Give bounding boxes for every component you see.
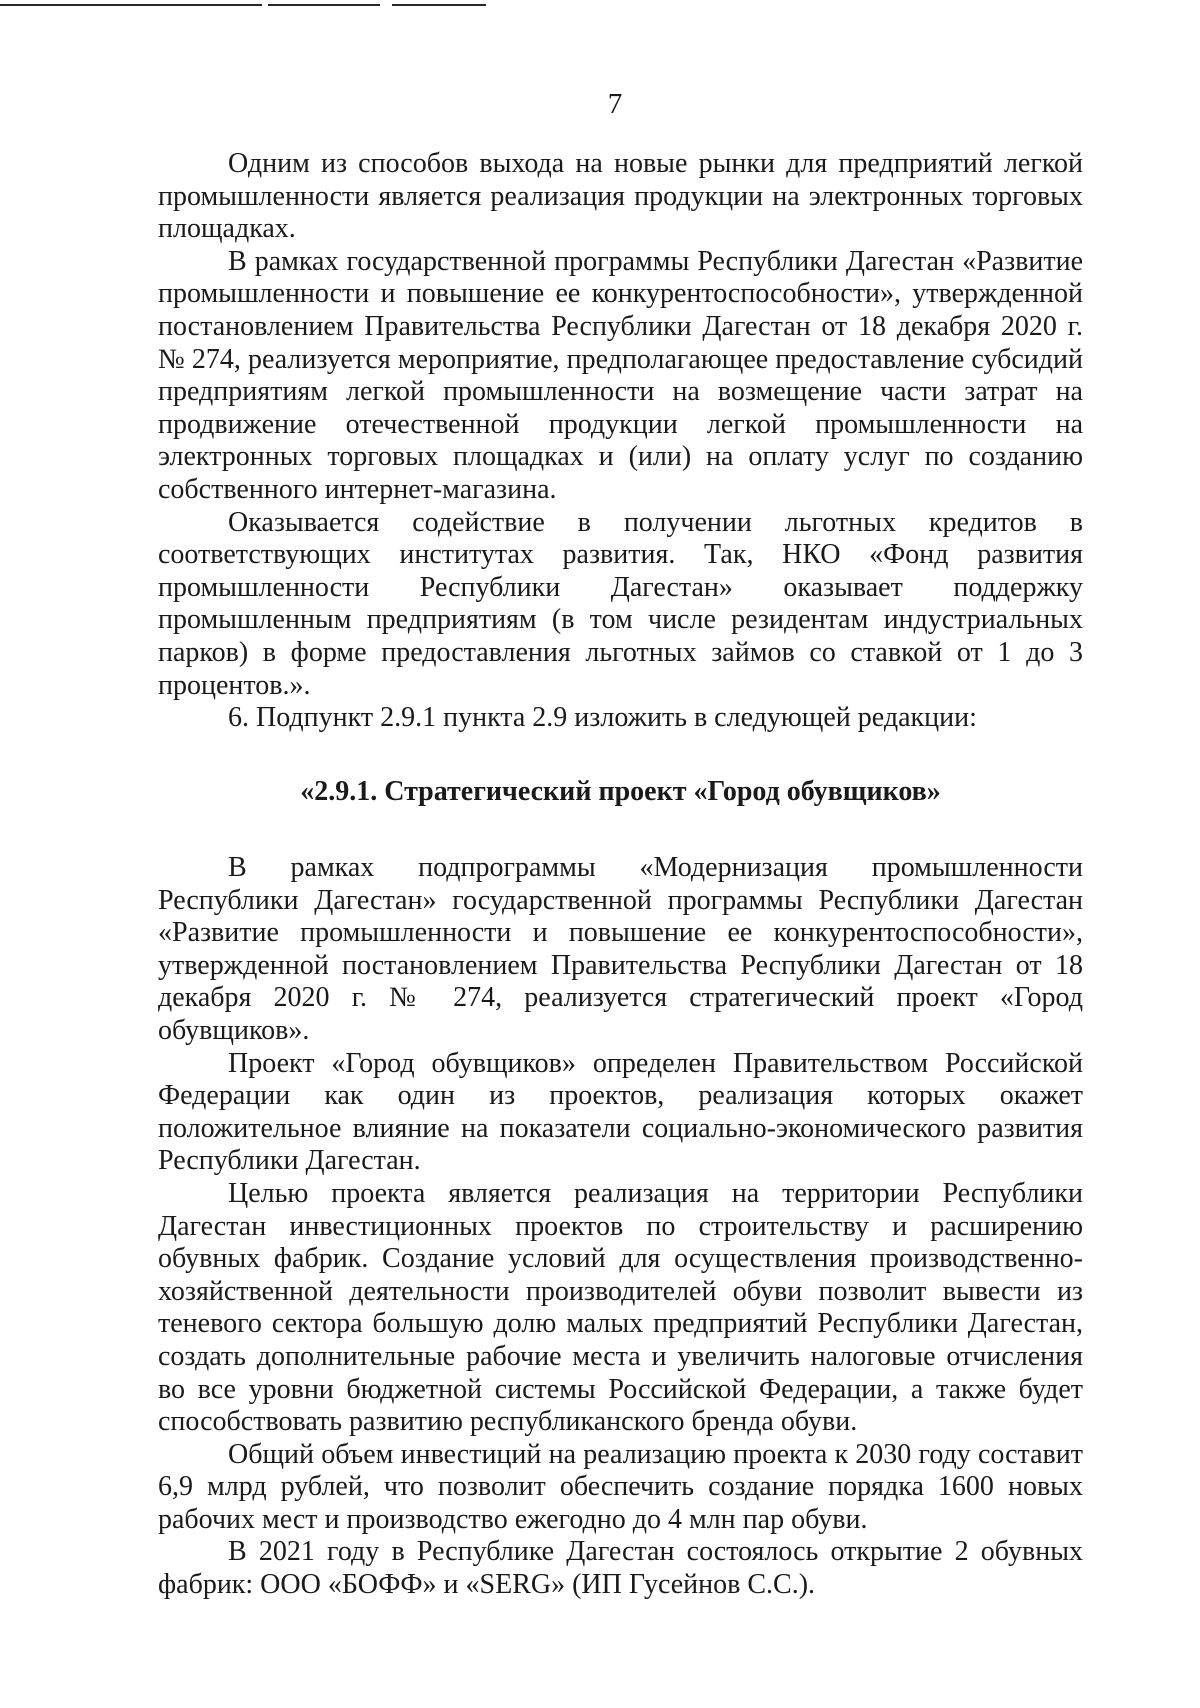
paragraph: Оказывается содействие в получении льготных кредитов в соответствующих институтах развития. Так, НКО «Фонд развития промышленности Республики Дагестан» оказывает поддержку промышленным предприятиям (в том числе резидентам индустриальных парков) в форме предоставления льготных займов со ставкой от 1 до 3 процентов.». [158,506,1083,701]
paragraph: В 2021 году в Республике Дагестан состоялось открытие 2 обувных фабрик: ООО «БОФФ» и «SERG» (ИП Гусейнов С.С.). [158,1536,1083,1601]
page-number: 7 [607,88,623,120]
scan-edge-line [268,4,380,6]
paragraph: Одним из способов выхода на новые рынки для предприятий легкой промышленности является реализация продукции на электронных торговых площадках. [158,148,1083,245]
scan-edge-line [392,4,486,6]
body-text-after-heading [158,852,1083,1602]
scan-edge-line [0,4,262,6]
section-heading: «2.9.1. Стратегический проект «Город обувщиков» [300,776,941,807]
paragraph: Проект «Город обувщиков» определен Правительством Российской Федерации как один из проектов, реализация которых окажет положительное влияние на показатели социально-экономического развития Республики Дагестан. [158,1047,1083,1177]
paragraph: Целью проекта является реализация на территории Республики Дагестан инвестиционных проектов по строительству и расширению обувных фабрик. Создание условий для осуществления производственно-хозяйственной деятельности производителей обуви позволит вывести из теневого сектора большую долю малых предприятий Республики Дагестан, создать дополнительные рабочие места и увеличить налоговые отчисления во все уровни бюджетной системы Российской Федерации, а также будет способствовать развитию республиканского бренда обуви. [158,1177,1083,1438]
body-text-before-heading [158,148,1083,735]
paragraph: В рамках подпрограммы «Модернизация промышленности Республики Дагестан» государственной программы Республики Дагестан «Развитие промышленности и повышение ее конкурентоспособности», утвержденной постановлением Правительства Республики Дагестан от 18 декабря 2020 г. № 274, реализуется стратегический проект «Город обувщиков». [158,852,1083,1046]
paragraph: Общий объем инвестиций на реализацию проекта к 2030 году составит 6,9 млрд рублей, что позволит обеспечить создание порядка 1600 новых рабочих мест и производство ежегодно до 4 млн пар обуви. [158,1438,1083,1535]
paragraph: 6. Подпункт 2.9.1 пункта 2.9 изложить в следующей редакции: [228,702,977,734]
paragraph: В рамках государственной программы Республики Дагестан «Развитие промышленности и повышение ее конкурентоспособности», утвержденной постановлением Правительства Республики Дагестан от 18 декабря 2020 г. № 274, реализуется мероприятие, предполагающее предоставление субсидий предприятиям легкой промышленности на возмещение части затрат на продвижение отечественной продукции легкой промышленности на электронных торговых площадках и (или) на оплату услуг по созданию собственного интернет-магазина. [158,245,1083,505]
